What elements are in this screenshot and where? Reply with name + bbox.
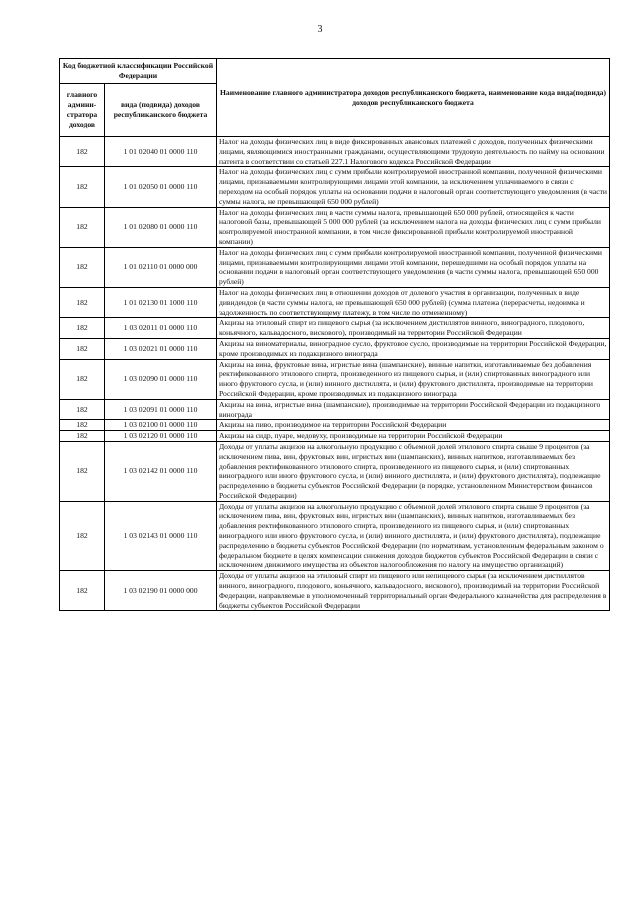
revenue-name-cell: Налог на доходы физических лиц в виде фиксированных авансовых платежей с доходов, полученных физическими лицами, являющимися иностранными гражданами, осуществляющими трудовую деятельность по найму на основании патента в соответствии со статьей 227.1 Налогового кодекса Российской Федерации [217,137,610,167]
revenue-code-cell: 1 01 02080 01 0000 110 [105,207,217,247]
revenue-code-cell: 1 03 02143 01 0000 110 [105,501,217,571]
admin-code-cell: 182 [60,431,105,442]
revenue-code-cell: 1 01 02050 01 0000 110 [105,167,217,207]
revenue-code-cell: 1 03 02190 01 0000 000 [105,571,217,611]
table-row [60,420,610,431]
admin-code-cell: 182 [60,167,105,207]
revenue-name-cell: Акцизы на пиво, производимое на территории Российской Федерации [217,420,610,431]
revenue-name-cell: Налог на доходы физических лиц в части суммы налога, превышающей 650 000 рублей, относящейся к части налоговой базы, превышающей 5 000 000 рублей (за исключением налога на доходы физических лиц с сумм прибыли контролируемой иностранной компании, в том числе фиксированной прибыли контролируемой иностранной компании) [217,207,610,247]
admin-code-cell: 182 [60,247,105,287]
header-name: Наименование главного администратора доходов республиканского бюджета, наименование кода вида(подвида) доходов республиканского бюджета [217,59,610,137]
admin-code-cell: 182 [60,399,105,420]
table-row [60,247,610,287]
revenue-code-cell: 1 01 02110 01 0000 000 [105,247,217,287]
revenue-code-cell: 1 01 02130 01 1000 110 [105,287,217,317]
table-row [60,359,610,399]
admin-code-cell: 182 [60,318,105,339]
admin-code-cell: 182 [60,287,105,317]
table-row [60,441,610,501]
header-kbk-group: Код бюджетной классификации Российской Федерации [60,59,217,84]
admin-code-cell: 182 [60,501,105,571]
revenue-name-cell: Акцизы на этиловый спирт из пищевого сырья (за исключением дистиллятов винного, виноградного, плодового, коньячного, кальвадосного, вискового), производимый на территории Российской Федерации [217,318,610,339]
admin-code-cell: 182 [60,441,105,501]
table-row [60,318,610,339]
revenue-name-cell: Доходы от уплаты акцизов на алкогольную продукцию с объемной долей этилового спирта свыше 9 процентов (за исключением пива, вин, фруктовых вин, игристых вин (шампанских), винных напитков, изготавливаемых без добавления ректификованного этилового спирта, произведенного из пищевого сырья, и (или) спиртованных виноградного или иного фруктового сусла, и (или) винного дистиллята, и (или) фруктового дистиллята), подлежащие распределению в бюджеты субъектов Российской Федерации (по нормативам, установленным федеральным законом о федеральном бюджете в целях компенсации снижения доходов бюджетов субъектов Российской Федерации в связи с исключением движимого имущества из объектов налогообложения по налогу на имущество организаций) [217,501,610,571]
admin-code-cell: 182 [60,420,105,431]
table-row [60,431,610,442]
revenue-name-cell: Акцизы на сидр, пуаре, медовуху, производимые на территории Российской Федерации [217,431,610,442]
header-admin: главного админи-стратора доходов [60,84,105,137]
revenue-code-cell: 1 03 02090 01 0000 110 [105,359,217,399]
revenue-name-cell: Акцизы на вина, игристые вина (шампанские), производимые на территории Российской Федерации из подакцизного винограда [217,399,610,420]
revenue-code-cell: 1 03 02100 01 0000 110 [105,420,217,431]
revenue-code-cell: 1 03 02091 01 0000 110 [105,399,217,420]
revenue-name-cell: Налог на доходы физических лиц в отношении доходов от долевого участия в организации, полученных в виде дивидендов (в части суммы налога, не превышающей 650 000 рублей) (сумма платежа (перерасчеты, недоимка и задолженность по соответствующему платежу, в том числе по отмененному) [217,287,610,317]
admin-code-cell: 182 [60,571,105,611]
admin-code-cell: 182 [60,338,105,359]
table-row [60,501,610,571]
admin-code-cell: 182 [60,207,105,247]
revenue-name-cell: Акцизы на вина, фруктовые вина, игристые вина (шампанские), винные напитки, изготавливаемые без добавления ректификованного этилового спирта, произведенного из пищевого сырья, и (или) спиртованных виноградного или иного фруктового сусла, и (или) винного дистиллята, и (или) фруктового дистиллята, производимые на территории Российской Федерации, кроме производимых из подакцизного винограда [217,359,610,399]
revenue-code-cell: 1 03 02011 01 0000 110 [105,318,217,339]
revenue-name-cell: Доходы от уплаты акцизов на алкогольную продукцию с объемной долей этилового спирта свыше 9 процентов (за исключением пива, вин, фруктовых вин, игристых вин (шампанских), винных напитков, изготавливаемых без добавления ректификованного этилового спирта, произведенного из пищевого сырья, и (или) спиртованных виноградного или иного фруктового сусла, и (или) винного дистиллята, и (или) фруктового дистиллята), подлежащие распределению в бюджеты субъектов Российской Федерации (в порядке, установленном Министерством финансов Российской Федерации) [217,441,610,501]
budget-classification-table [59,58,610,611]
revenue-name-cell: Налог на доходы физических лиц с сумм прибыли контролируемой иностранной компании, полученной физическими лицами, признаваемыми контролирующими лицами этой компании, за исключением уплачиваемого в связи с переходом на особый порядок уплаты на основании подачи в налоговый орган соответствующего уведомления (в части суммы налога, не превышающей 650 000 рублей) [217,167,610,207]
table-body [60,137,610,611]
header-row-group [60,59,610,84]
page-number: 3 [317,24,323,35]
header-code: вида (подвида) доходов республиканского бюджета [105,84,217,137]
admin-code-cell: 182 [60,137,105,167]
revenue-code-cell: 1 01 02040 01 0000 110 [105,137,217,167]
revenue-code-cell: 1 03 02021 01 0000 110 [105,338,217,359]
table-row [60,399,610,420]
table-row [60,571,610,611]
admin-code-cell: 182 [60,359,105,399]
revenue-code-cell: 1 03 02120 01 0000 110 [105,431,217,442]
revenue-name-cell: Доходы от уплаты акцизов на этиловый спирт из пищевого или непищевого сырья (за исключением дистиллятов винного, виноградного, плодового, коньячного, кальвадосного, вискового), производимый на территории Российской Федерации, направляемые в уполномоченный территориальный орган Федерального казначейства для распределения в бюджеты субъектов Российской Федерации [217,571,610,611]
revenue-name-cell: Акцизы на виноматериалы, виноградное сусло, фруктовое сусло, производимые на территории Российской Федерации, кроме производимых из подакцизного винограда [217,338,610,359]
table-row [60,207,610,247]
table-row [60,338,610,359]
table-row [60,137,610,167]
table-row [60,287,610,317]
table-row [60,167,610,207]
revenue-name-cell: Налог на доходы физических лиц с сумм прибыли контролируемой иностранной компании, полученной физическими лицами, признаваемыми контролирующими лицами этой компании, перешедшими на особый порядок уплаты на основании подачи в налоговый орган соответствующего уведомления (в части суммы налога, превышающей 650 000 рублей) [217,247,610,287]
revenue-code-cell: 1 03 02142 01 0000 110 [105,441,217,501]
